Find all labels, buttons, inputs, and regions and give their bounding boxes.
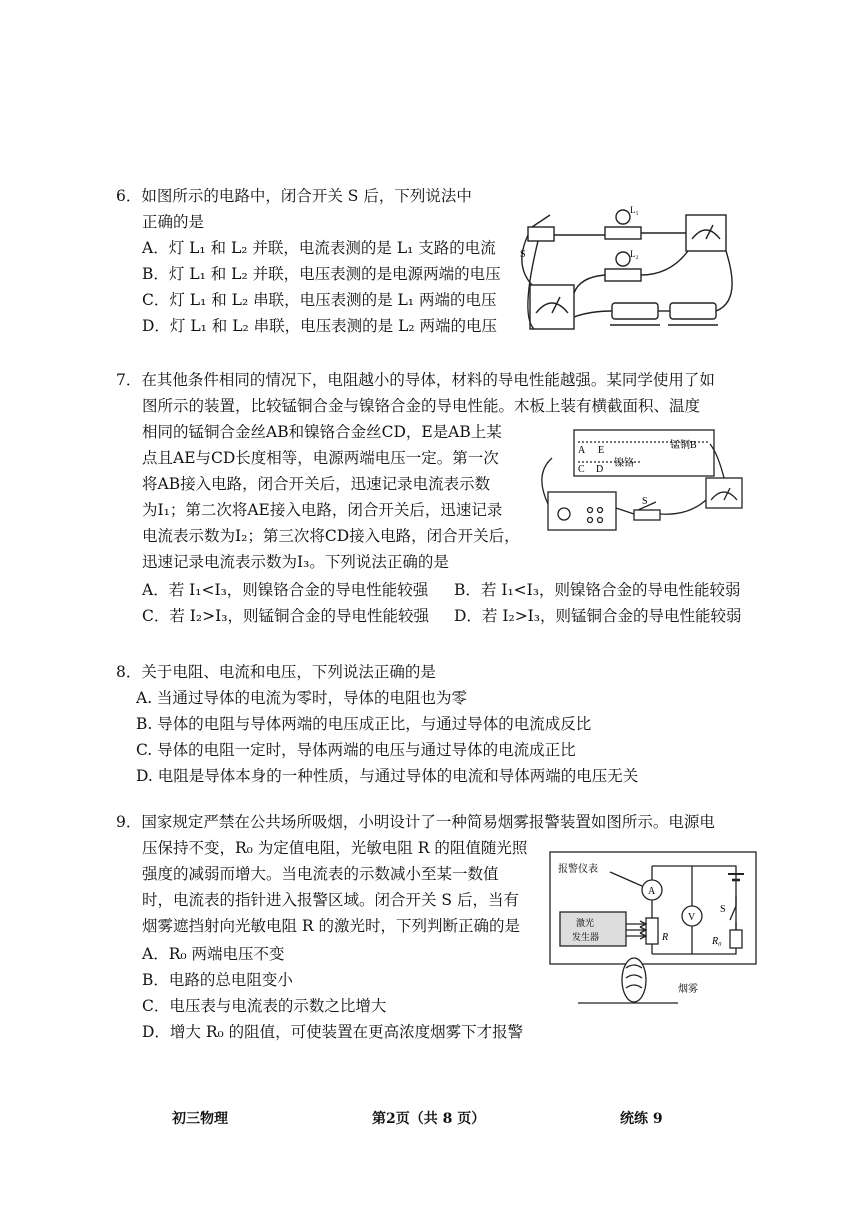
q9-fig-label-r: R [662, 932, 669, 943]
q6-option-b: B．灯 L₁ 和 L₂ 并联，电压表测的是电源两端的电压 [142, 265, 501, 283]
q7-option-d: D．若 I₂>I₃，则锰铜合金的导电性能较弱 [454, 607, 742, 625]
q7-stem-line-4: 点且AE与CD长度相等，电源两端电压一定。第一次 [142, 449, 499, 467]
footer-page-number: 第2页（共 8 页） [372, 1111, 486, 1127]
q6-battery-1 [612, 303, 658, 319]
q7-stem-line-5: 将AB接入电路，闭合开关后，迅速记录电流表示数 [142, 475, 491, 493]
q8-stem: 8．关于电阻、电流和电压，下列说法正确的是 [116, 663, 436, 681]
q7-apparatus-figure [538, 424, 753, 542]
q9-fig-label-a: A [648, 886, 656, 897]
q6-lamp-l2-icon [616, 252, 630, 266]
q9-fig-label-generator: 发生器 [572, 932, 600, 942]
q9-fig-label-laser: 激光 [576, 918, 595, 928]
q6-lamp-l1-icon [616, 210, 630, 224]
q9-fig-label-smoke: 烟雾 [678, 984, 698, 995]
q7-fig-label-b: 锰铜B [670, 440, 697, 451]
q9-option-d: D．增大 R₀ 的阻值，可使装置在更高浓度烟雾下才报警 [142, 1023, 524, 1041]
q9-option-c: C．电压表与电流表的示数之比增大 [142, 997, 387, 1015]
q9-stem-line-5: 烟雾遮挡射向光敏电阻 R 的激光时，下列判断正确的是 [142, 917, 521, 935]
q8-option-b: B. 导体的电阻与导体两端的电压成正比，与通过导体的电流成反比 [136, 715, 592, 733]
q7-board [574, 430, 714, 476]
q6-lamp-l1-base [605, 227, 641, 239]
q6-fig-label-l1: L₁ [630, 205, 639, 215]
q7-option-c: C．若 I₂>I₃，则锰铜合金的导电性能较强 [142, 607, 429, 625]
q7-stem-line-6: 为I₁；第二次将AE接入电路，闭合开关后，迅速记录 [142, 501, 503, 519]
q9-fig-label-alarm: 报警仪表 [558, 864, 598, 875]
q7-fig-label-e: E [598, 445, 605, 456]
q7-fig-label-a: A [578, 445, 586, 456]
q6-fig-label-s: S [520, 249, 526, 260]
footer-subject: 初三物理 [172, 1111, 228, 1127]
q6-option-d: D．灯 L₁ 和 L₂ 串联，电压表测的是 L₂ 两端的电压 [142, 317, 498, 335]
q7-fig-label-c: C [578, 464, 585, 475]
q7-stem-line-3: 相同的锰铜合金丝AB和镍铬合金丝CD，E是AB上某 [142, 423, 502, 441]
q6-battery-2 [670, 303, 716, 319]
q6-stem-line-2: 正确的是 [142, 213, 205, 231]
q9-option-b: B．电路的总电阻变小 [142, 971, 293, 989]
q8-option-d: D. 电阻是导体本身的一种性质，与通过导体的电流和导体两端的电压无关 [136, 767, 639, 785]
q8-option-c: C. 导体的电阻一定时，导体两端的电压与通过导体的电流成正比 [136, 741, 576, 759]
q9-stem-line-4: 时，电流表的指针进入报警区域。闭合开关 S 后，当有 [142, 891, 519, 909]
q7-stem-line-7: 电流表示数为I₂；第三次将CD接入电路，闭合开关后， [142, 527, 520, 545]
q7-fig-label-d: D [596, 464, 604, 475]
q9-stem-line-3: 强度的减弱而增大。当电流表的示数减小至某一数值 [142, 865, 499, 883]
q6-meter-bottom-left [530, 285, 574, 329]
q9-circuit-figure [548, 850, 758, 1010]
q9-option-a: A．R₀ 两端电压不变 [142, 945, 285, 963]
footer-exam-id: 统练 9 [620, 1111, 663, 1127]
q9-fig-label-s: S [720, 904, 726, 915]
q9-stem-line-1: 9．国家规定严禁在公共场所吸烟，小明设计了一种简易烟雾报警装置如图所示。电源电 [116, 813, 715, 831]
q6-stem-line-1: 6．如图所示的电路中，闭合开关 S 后，下列说法中 [116, 187, 472, 205]
q6-circuit-figure [510, 205, 750, 345]
q7-switch [634, 510, 660, 520]
q7-option-a: A．若 I₁<I₃，则镍铬合金的导电性能较强 [142, 581, 429, 599]
q9-photoresistor-r [646, 918, 658, 944]
q7-stem-line-8: 迅速记录电流表示数为I₃。下列说法正确的是 [142, 553, 449, 571]
q9-stem-line-2: 压保持不变，R₀ 为定值电阻，光敏电阻 R 的阻值随光照 [142, 839, 528, 857]
q6-option-c: C．灯 L₁ 和 L₂ 串联，电压表测的是 L₁ 两端的电压 [142, 291, 497, 309]
q6-fig-label-l2: L₂ [630, 249, 639, 259]
q7-fig-label-s: S [642, 496, 648, 507]
q7-option-b: B．若 I₁<I₃，则镍铬合金的导电性能较弱 [454, 581, 741, 599]
q9-resistor-r0 [730, 930, 742, 948]
q6-option-a: A．灯 L₁ 和 L₂ 并联，电流表测的是 L₁ 支路的电流 [142, 239, 496, 257]
q7-fig-label-nicr: 镍铬 [614, 458, 634, 469]
q6-lamp-l2-base [605, 269, 641, 281]
q9-fig-label-v: V [688, 912, 696, 923]
q7-stem-line-2: 图所示的装置，比较锰铜合金与镍铬合金的导电性能。木板上装有横截面积、温度 [142, 397, 701, 415]
q6-meter-top-right [686, 215, 726, 251]
q7-ammeter [706, 478, 742, 508]
q6-switch [528, 227, 554, 241]
q7-stem-line-1: 7．在其他条件相同的情况下，电阻越小的导体，材料的导电性能越强。某同学使用了如 [116, 371, 715, 389]
q9-fig-label-r0: R₀ [712, 936, 722, 947]
q8-option-a: A. 当通过导体的电流为零时，导体的电阻也为零 [136, 689, 468, 707]
